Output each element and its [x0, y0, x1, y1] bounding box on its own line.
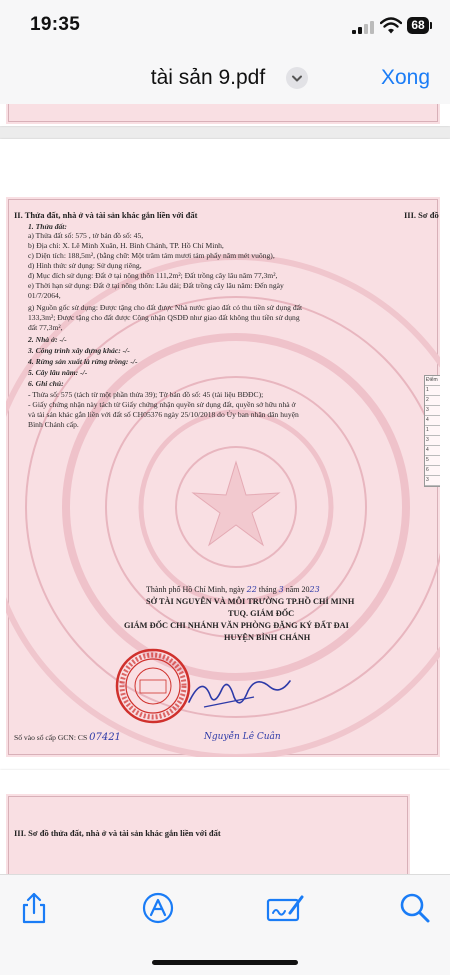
register-number: 07421	[89, 732, 121, 743]
pdf-page-2	[0, 139, 450, 776]
status-bar	[0, 0, 450, 52]
doc-line-2: a) Thửa đất số: 575 , tờ bản đồ số: 45,	[28, 231, 144, 240]
doc-line-12: 2. Nhà ở: -/-	[28, 335, 67, 344]
pdf-page-previous	[0, 104, 450, 126]
battery-icon: 68	[407, 17, 429, 34]
diagram-point-cell: 1	[425, 426, 440, 436]
diagram-point-cell: 1	[425, 386, 440, 396]
doc-line-6: đ) Mục đích sử dụng: Đất ở tại nông thôn 111,2m²; Đất trồng cây lâu năm 77,3m²,	[28, 271, 278, 280]
signer-name: Nguyễn Lê Cuân	[204, 732, 281, 742]
doc-line-5: d) Hình thức sử dụng: Sử dụng riêng,	[28, 261, 142, 270]
section-ii-title: II. Thửa đất, nhà ở và tài sản khác gắn liền với đất	[14, 210, 198, 220]
diagram-point-cell: 3	[425, 406, 440, 416]
doc-line-7: e) Thời hạn sử dụng: Đất ở tại nông thôn: Lâu dài; Đất trồng cây lâu năm: Đến ngày	[28, 281, 284, 290]
issue-date-prefix: Thành phố Hồ Chí Minh, ngày	[146, 585, 245, 594]
issue-date-line	[146, 585, 320, 594]
diagram-point-table	[424, 375, 440, 487]
doc-line-11: đất 77,3m²,	[28, 323, 63, 332]
issue-date-day: 22	[246, 585, 257, 594]
issue-date-year: 23	[309, 585, 320, 594]
chevron-down-icon[interactable]	[286, 67, 308, 89]
doc-line-20: Bình Chánh cấp.	[28, 420, 79, 429]
handwritten-signature	[184, 667, 294, 717]
doc-line-8: 01/7/2064,	[28, 291, 61, 300]
certificate-page-next	[6, 794, 410, 874]
cellular-signal-icon	[352, 21, 374, 34]
section-iii-full-title: III. Sơ đồ thửa đất, nhà ở và tài sản khác gắn liền với đất	[14, 828, 221, 838]
doc-line-15: 5. Cây lâu năm: -/-	[28, 368, 88, 377]
director-title-line-2: HUYỆN BÌNH CHÁNH	[224, 633, 311, 642]
share-icon[interactable]	[17, 891, 51, 925]
register-number-line	[14, 733, 121, 742]
register-label: Số vào sổ cấp GCN: CS	[14, 733, 88, 742]
doc-line-16: 6. Ghi chú:	[28, 379, 64, 388]
issue-date-year-label: năm 20	[285, 585, 310, 594]
home-indicator	[152, 960, 298, 965]
doc-line-18: - Giấy chứng nhận này tách từ Giấy chứng nhận quyền sử dụng đất, quyền sở hữu nhà ở	[28, 400, 296, 409]
signature-icon[interactable]	[266, 891, 304, 925]
director-title-line-1: GIÁM ĐỐC CHI NHÁNH VĂN PHÒNG ĐĂNG KÝ ĐẤT ĐAI	[124, 621, 349, 630]
pdf-page-3	[0, 770, 450, 874]
section-iii-title: III. Sơ đồ	[404, 210, 439, 220]
authority-name: SỞ TÀI NGUYÊN VÀ MÔI TRƯỜNG TP.HỒ CHÍ MINH	[146, 597, 355, 606]
doc-line-9: g) Nguồn gốc sử dụng: Được tặng cho đất được Nhà nước giao đất có thu tiền sử dụng đất	[28, 303, 303, 312]
pdf-document-view[interactable]	[0, 104, 450, 874]
diagram-point-cell: 3	[425, 436, 440, 446]
diagram-point-cell: 5	[425, 456, 440, 466]
certificate-page-previous	[6, 104, 440, 124]
doc-line-4: c) Diện tích: 188,5m², (bằng chữ: Một trăm tám mươi tám phẩy năm mét vuông),	[28, 251, 275, 260]
diagram-point-cell: Điểm	[425, 376, 440, 386]
navigation-bar	[0, 52, 450, 104]
status-time: 19:35	[30, 14, 81, 35]
doc-line-17: - Thửa số: 575 (tách từ một phần thửa 39); Tờ bản đồ số: 45 (tài liệu BĐĐC);	[28, 390, 264, 399]
doc-line-1: 1. Thửa đất:	[28, 222, 67, 231]
diagram-point-cell: 3	[425, 476, 440, 486]
diagram-point-cell: 2	[425, 396, 440, 406]
issue-date-month-label: tháng	[258, 585, 277, 594]
done-button[interactable]: Xong	[380, 66, 430, 89]
doc-line-10: 133,3m²; Được tặng cho đất được Công nhận QSDĐ như giao đất không thu tiền sử dụng	[28, 313, 300, 322]
on-behalf-label: TUQ. GIÁM ĐỐC	[228, 609, 295, 618]
diagram-point-cell: 4	[425, 416, 440, 426]
diagram-point-cell: 6	[425, 466, 440, 476]
doc-line-13: 3. Công trình xây dựng khác: -/-	[28, 346, 130, 355]
doc-line-14: 4. Rừng sản xuất là rừng trồng: -/-	[28, 357, 138, 366]
official-seal-stamp	[114, 647, 192, 725]
certificate-page	[6, 197, 440, 757]
search-icon[interactable]	[398, 891, 432, 925]
markup-pen-icon[interactable]	[141, 891, 175, 925]
wifi-icon	[380, 17, 402, 35]
doc-line-3: b) Địa chỉ: X. Lê Minh Xuân, H. Bình Chánh, TP. Hồ Chí Minh,	[28, 241, 224, 250]
issue-date-month: 3	[278, 585, 284, 594]
diagram-point-cell: 4	[425, 446, 440, 456]
document-title-text: tài sản 9.pdf	[150, 66, 266, 89]
doc-line-19: và tài sản khác gắn liền với đất số CH05376 ngày 25/10/2018 do Ủy ban nhân dân huyện	[28, 410, 299, 419]
certificate-border	[8, 104, 438, 122]
